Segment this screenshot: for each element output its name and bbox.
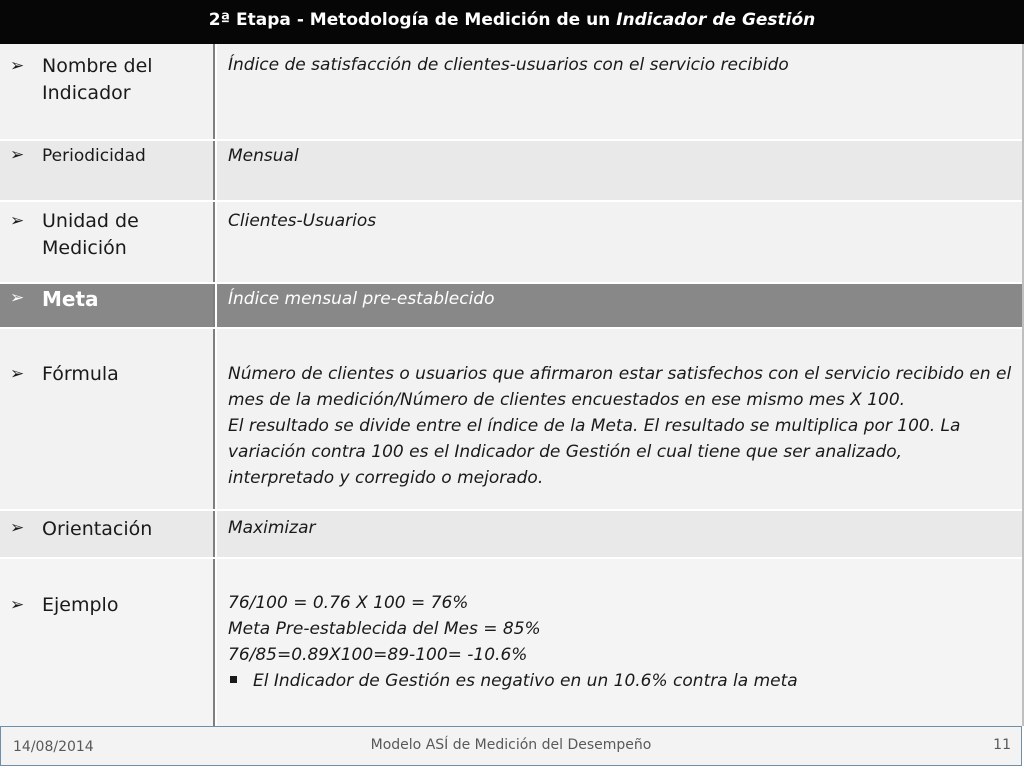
row-label-cell: [0, 284, 215, 327]
row-label: Ejemplo: [42, 594, 119, 616]
arrow-bullet-icon: ➢: [10, 364, 25, 384]
row-label-cell: [0, 141, 215, 200]
footer-date: 14/08/2014: [13, 739, 94, 755]
row-value: Clientes-Usuarios: [228, 211, 377, 231]
row-value-cell: [217, 559, 1022, 726]
table-row: [0, 44, 1022, 141]
arrow-bullet-icon: ➢: [10, 288, 25, 308]
example-bullet-line: [228, 668, 1012, 694]
row-value: Maximizar: [228, 518, 316, 538]
row-label-cell: [0, 559, 215, 726]
table-row: [0, 202, 1022, 284]
arrow-bullet-icon: ➢: [10, 56, 25, 76]
table-row: [0, 329, 1022, 511]
title-italic: Indicador de Gestión: [616, 10, 816, 30]
example-bullet-text: El Indicador de Gestión es negativo en un 10.6% contra la meta: [253, 671, 798, 691]
row-label: Periodicidad: [42, 146, 146, 166]
row-value: Mensual: [228, 146, 299, 166]
row-label: Nombre del Indicador: [42, 55, 153, 104]
row-label: Meta: [42, 287, 99, 311]
row-label: Unidad de Medición: [42, 210, 139, 259]
formula-line: Número de clientes o usuarios que afirmaron estar satisfechos con el servicio recibido en el mes de la medición/Número de clientes encuestados en ese mismo mes X 100.: [228, 364, 1012, 410]
footer-center-text: Modelo ASÍ de Medición del Desempeño: [370, 737, 652, 753]
footer-page-number: 11: [993, 737, 1011, 753]
arrow-bullet-icon: ➢: [10, 595, 25, 615]
table-row: [0, 284, 1022, 329]
slide-title: [0, 0, 1024, 44]
arrow-bullet-icon: ➢: [10, 518, 25, 538]
row-value: [228, 361, 1012, 491]
table-row: [0, 511, 1022, 559]
row-value-cell: [217, 511, 1022, 557]
arrow-bullet-icon: ➢: [10, 145, 25, 165]
title-prefix: 2ª Etapa - Metodología de Medición de un: [208, 10, 617, 30]
example-line: 76/85=0.89X100=89-100= -10.6%: [228, 645, 528, 665]
row-value-cell: [217, 329, 1022, 509]
slide-footer: [0, 726, 1022, 766]
row-label: Fórmula: [42, 363, 119, 385]
row-value: Índice mensual pre-establecido: [228, 289, 495, 309]
row-value-cell: [217, 202, 1022, 282]
row-label-cell: [0, 202, 215, 282]
row-label-cell: [0, 329, 215, 509]
row-value-cell: [217, 44, 1022, 139]
example-line: 76/100 = 0.76 X 100 = 76%: [228, 593, 469, 613]
row-value-cell: [217, 284, 1022, 327]
methodology-table: [0, 44, 1024, 726]
formula-line: El resultado se divide entre el índice de la Meta. El resultado se multiplica por 100. La variación contra 100 es el Indicador de Gestión el cual tiene que ser analizado, interpretado y corregido o mejorado.: [228, 416, 961, 488]
row-label-cell: [0, 44, 215, 139]
row-label-cell: [0, 511, 215, 557]
square-bullet-icon: [230, 676, 237, 683]
row-value: Índice de satisfacción de clientes-usuarios con el servicio recibido: [228, 55, 789, 75]
row-value-cell: [217, 141, 1022, 200]
arrow-bullet-icon: ➢: [10, 211, 25, 231]
table-row: [0, 559, 1022, 726]
row-label: Orientación: [42, 518, 153, 540]
example-line: Meta Pre-establecida del Mes = 85%: [228, 619, 541, 639]
table-row: [0, 141, 1022, 202]
row-value: [228, 590, 1012, 694]
